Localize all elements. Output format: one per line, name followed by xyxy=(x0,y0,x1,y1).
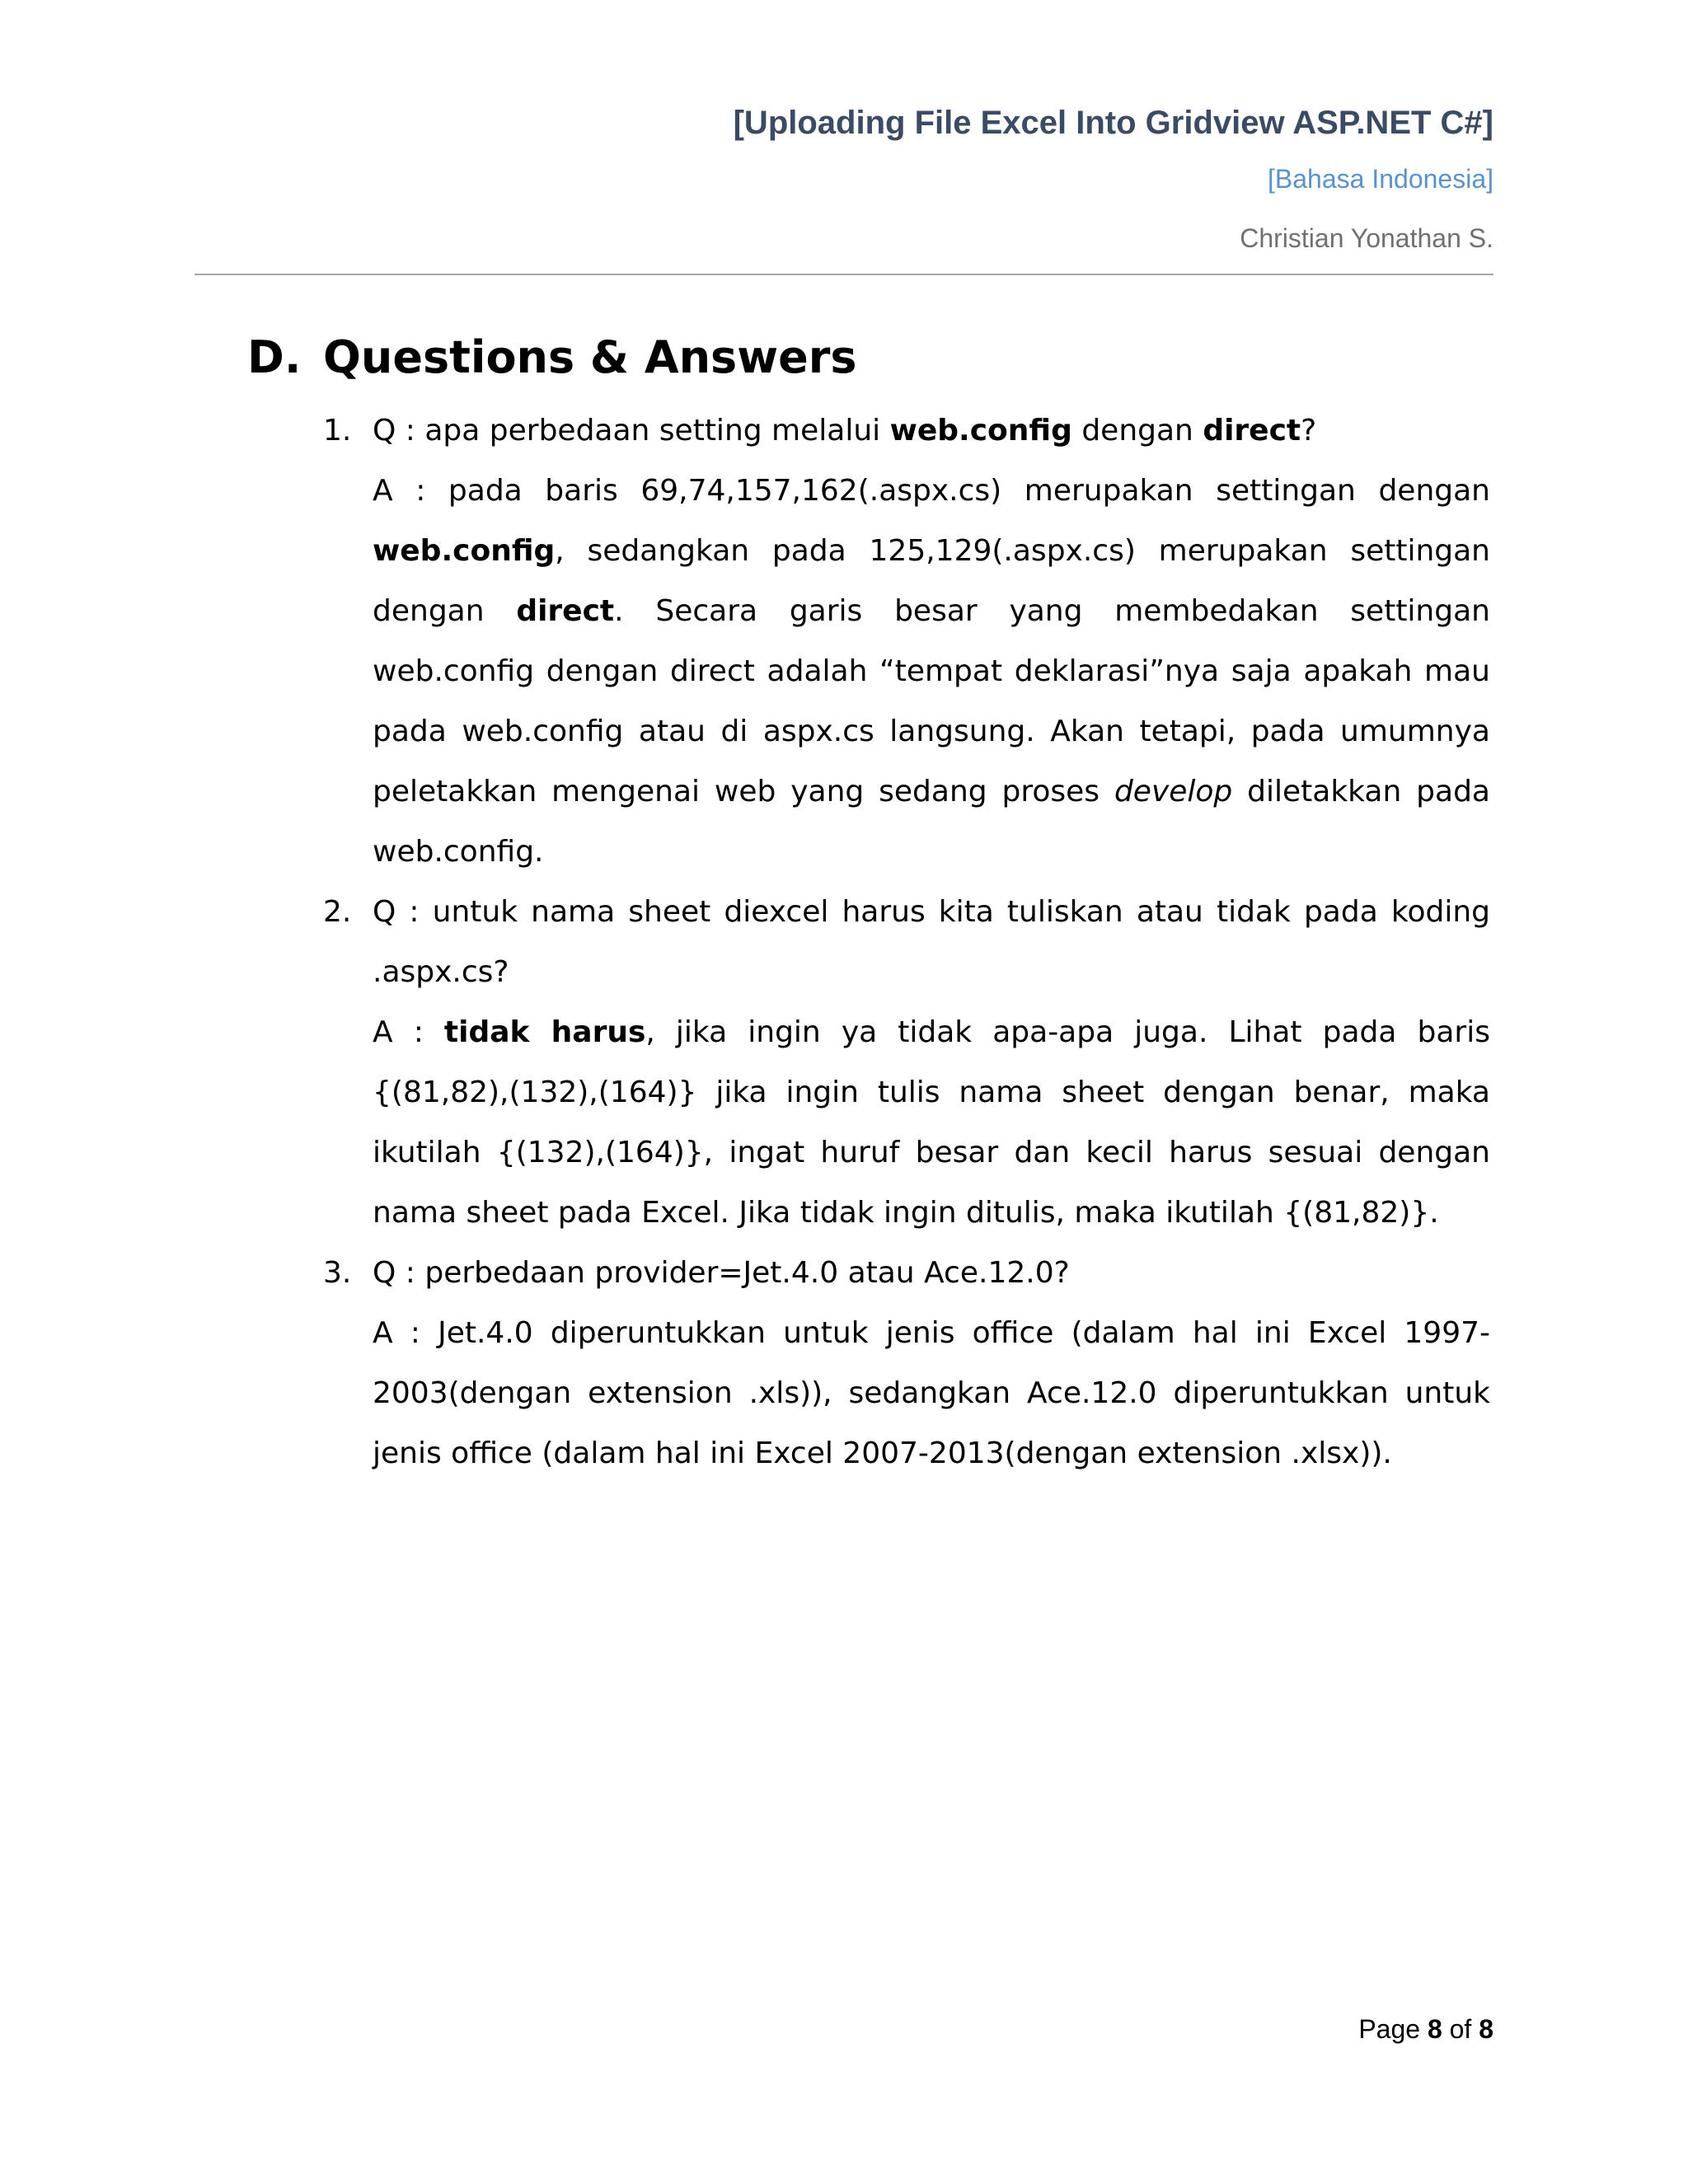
page-label: Page xyxy=(1358,2014,1421,2044)
total-page-count: 8 xyxy=(1479,2014,1493,2044)
section-title: Questions & Answers xyxy=(323,331,857,383)
text-run: A : xyxy=(373,1015,444,1049)
italic-text-run: develop xyxy=(1114,775,1233,808)
bold-text-run: direct xyxy=(1203,414,1301,448)
text-run: ? xyxy=(1301,414,1317,448)
answer xyxy=(373,1002,1490,1243)
page-header xyxy=(195,91,1493,262)
current-page-number: 8 xyxy=(1427,2014,1442,2044)
bold-text-run: tidak harus xyxy=(443,1015,646,1049)
document-language: [Bahasa Indonesia] xyxy=(1268,164,1493,194)
text-run: , jika ingin ya tidak apa-apa juga. Lihat pada baris {(81,82),(132),(164)} jika ingin tulis nama sheet dengan benar, maka ikutilah {(132),(164)}, ingat huruf besar dan kecil harus sesuai dengan nama sheet pada Excel. Jika tidak ingin ditulis, maka ikutilah {(81,82)}. xyxy=(373,1015,1490,1230)
section-heading xyxy=(247,323,856,392)
text-run: diletakkan pada web.config. xyxy=(373,775,1490,869)
answer xyxy=(373,1303,1490,1483)
question xyxy=(373,882,1490,1002)
question xyxy=(373,1243,1490,1303)
bold-text-run: web.config xyxy=(373,534,556,568)
qa-list xyxy=(323,401,1490,1483)
header-divider xyxy=(195,274,1493,275)
section-letter: D. xyxy=(247,331,302,383)
qa-number: 2. xyxy=(323,895,352,929)
bold-text-run: direct xyxy=(516,594,615,628)
text-run: A : Jet.4.0 diperuntukkan untuk jenis office (dalam hal ini Excel 1997-2003(dengan extension .xls)), sedangkan Ace.12.0 diperuntukkan untuk jenis office (dalam hal ini Excel 2007-2013(dengan extension .xlsx)). xyxy=(373,1316,1490,1470)
answer xyxy=(373,461,1490,882)
qa-item xyxy=(323,1243,1490,1483)
document-author: Christian Yonathan S. xyxy=(1240,223,1493,253)
text-run: dengan xyxy=(1071,414,1203,448)
qa-item xyxy=(323,882,1490,1243)
qa-number: 1. xyxy=(323,414,352,448)
text-run: . Secara garis besar yang membedakan settingan web.config dengan direct adalah “tempat deklarasi”nya saja apakah mau pada web.config atau di aspx.cs langsung. Akan tetapi, pada umumnya peletakkan mengenai web yang sedang proses xyxy=(373,594,1490,808)
page-footer xyxy=(195,2004,1493,2054)
qa-item xyxy=(323,401,1490,882)
text-run: Q : perbedaan provider=Jet.4.0 atau Ace.12.0? xyxy=(373,1256,1070,1290)
document-title: [Uploading File Excel Into Gridview ASP.NET C#] xyxy=(733,105,1493,141)
bold-text-run: web.config xyxy=(889,414,1072,448)
text-run: Q : untuk nama sheet diexcel harus kita tuliskan atau tidak pada koding .aspx.cs? xyxy=(373,895,1490,989)
qa-number: 3. xyxy=(323,1256,352,1290)
of-label: of xyxy=(1449,2014,1472,2044)
question xyxy=(373,401,1490,461)
text-run: A : pada baris 69,74,157,162(.aspx.cs) merupakan settingan dengan xyxy=(373,474,1490,508)
text-run: , sedangkan pada 125,129(.aspx.cs) merupakan settingan dengan xyxy=(373,534,1490,628)
text-run: Q : apa perbedaan setting melalui xyxy=(373,414,890,448)
